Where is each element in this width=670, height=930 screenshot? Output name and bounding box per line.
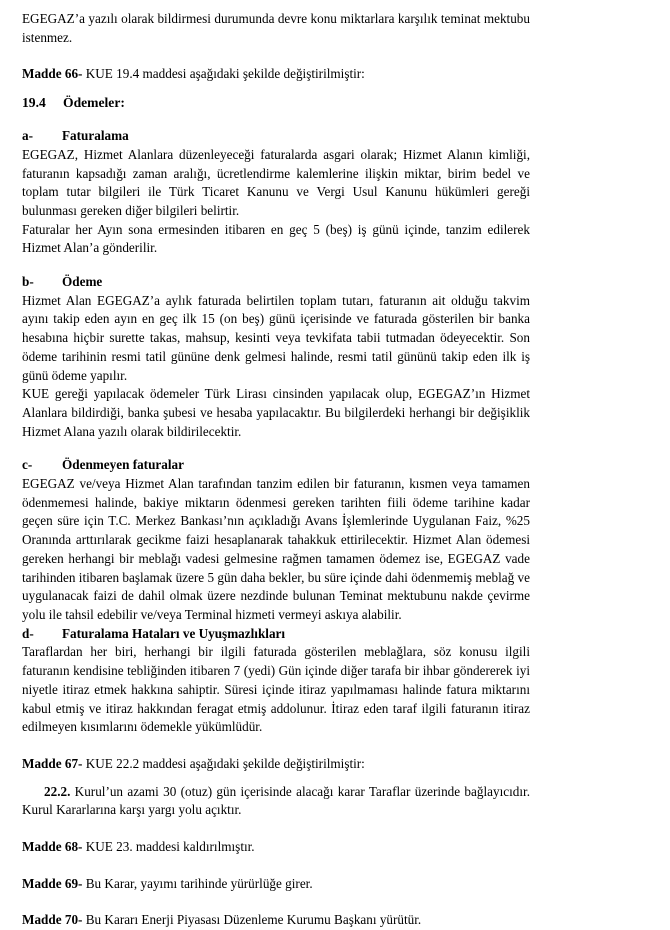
madde-69-line (22, 875, 530, 894)
item-a-paragraph-2: Faturalar her Ayın sona ermesinden itibaren en geç 5 (beş) iş günü içinde, tanzim edilerek Hizmet Alan’a gönderilir. (22, 221, 530, 256)
spacer (22, 737, 530, 755)
madde-70-label: Madde 70- (22, 912, 83, 928)
spacer (22, 47, 530, 65)
spacer (22, 893, 530, 911)
item-b-paragraph-1: Hizmet Alan EGEGAZ’a aylık faturada belirtilen toplam tutarı, faturanın ait olduğu takvim ayını takip eden ayın en geç ilk 15 (on beş) günü içerisinde ve faturada gösterilen bir banka hesabına hiçbir surette takas, mahsup, kesinti veya tevkifata tabii tutmadan ödeyecektir. Son ödeme tarihinin resmi tatil gününe denk gelmesi halinde, resmi tatil gününü takip eden ilk iş günü ödeme yapılır. (22, 292, 530, 383)
madde-67-label: Madde 67- (22, 755, 83, 771)
item-d-paragraph-1: Taraflardan her biri, herhangi bir ilgili faturada gösterilen meblağlara, söz konusu ilgili faturanın kendisine tebliğinden itibaren 7 (yedi) Gün içinde diğer tarafa bir ihbar göndererek iyi niyetle itiraz etmek hakkına sahiptir. Süresi içinde itiraz yapılmaması halinde fatura miktarını kabul etmiş ve itiraz hakkından feragat etmiş addolunur. İtiraz eden taraf ilgili faturanın itiraz edilmeyen kısımlarını ödemekle yükümlüdür. (22, 644, 530, 735)
spacer (22, 820, 530, 838)
item-b-mark: b- (22, 274, 34, 290)
item-d-heading (22, 625, 530, 644)
intro-paragraph: EGEGAZ’a yazılı olarak bildirmesi durumunda devre konu miktarlara karşılık teminat mektubu istenmez. (22, 11, 530, 45)
item-c-paragraph-1: EGEGAZ ve/veya Hizmet Alan tarafından tanzim edilen bir faturanın, kısmen veya tamamen ödenmemesi halinde, bakiye miktarın ödenmesi gereken tarihten fiili ödeme tarihine kadar geçen süre için T.C. Merkez Bankası’nın açıkladığı Avans İşlemlerinde Uygulanan Faiz, %25 Oranında arttırılarak gecikme faizi hesaplanarak tahakkuk ettirilecektir. Hizmet Alan ödemesi gereken herhangi bir meblağı vadesi gelmesine rağmen tamamen ödemez ise, EGEGAZ vade tarihinden itibaren başlamak üzere 5 gün daha bekler, bu süre içinde dahi ödenmemiş meblağ ve uygulanacak faizi de dahil olmak üzere nezdinde bulunan Teminat mektubunu nakde çevirme yolu ile tahsil edebilir ve/veya Terminal hizmeti vermeyi askıya alabilir. (22, 476, 530, 622)
item-a-paragraph-1: EGEGAZ, Hizmet Alanlara düzenleyeceği faturalarda asgari olarak; Hizmet Alanın kimliği, faturanın kapsadığı zaman aralığı, ücretlendirme kalemlerine ilişkin miktar, birim bedel ve toplam tutar bilgileri ile Türk Ticaret Kanunu ve Vergi Usul Kanunu hükümleri gereği bulunması gereken diğer bilgileri belirtir. (22, 146, 530, 218)
section-22-2-text: Kurul’un azami 30 (otuz) gün içerisinde alacağı karar Taraflar üzerinde bağlayıcıdır. Kurul Kararlarına karşı yargı yolu açıktır. (22, 783, 530, 818)
item-c-title: Ödenmeyen faturalar (62, 457, 184, 473)
madde-66-label: Madde 66- (22, 66, 83, 82)
madde-67-text: KUE 22.2 maddesi aşağıdaki şekilde değiştirilmiştir: (82, 755, 365, 771)
madde-66-text: KUE 19.4 maddesi aşağıdaki şekilde değiştirilmiştir: (82, 66, 365, 82)
madde-69-text: Bu Karar, yayımı tarihinde yürürlüğe girer. (82, 875, 313, 891)
item-c-heading (22, 456, 530, 475)
madde-68-line (22, 838, 530, 857)
section-22-2-number: 22.2. (44, 783, 71, 799)
spacer (22, 84, 530, 93)
madde-66-line (22, 65, 530, 84)
section-22-2-paragraph (22, 783, 530, 820)
item-d-mark: d- (22, 625, 34, 641)
spacer (22, 857, 530, 875)
spacer (22, 441, 530, 456)
item-a-title: Faturalama (62, 128, 129, 144)
madde-68-label: Madde 68- (22, 839, 83, 855)
item-b-heading (22, 273, 530, 292)
spacer (22, 112, 530, 127)
section-19-4-number: 19.4 (22, 95, 46, 111)
section-19-4-heading (22, 93, 530, 112)
item-b-title: Ödeme (62, 274, 103, 290)
item-a-heading (22, 127, 530, 146)
section-19-4-title: Ödemeler: (63, 95, 125, 111)
madde-67-line (22, 755, 530, 774)
madde-70-text: Bu Kararı Enerji Piyasası Düzenleme Kurumu Başkanı yürütür. (82, 912, 422, 928)
item-c-mark: c- (22, 457, 33, 473)
spacer (22, 258, 530, 273)
spacer (22, 774, 530, 783)
document-body (22, 10, 530, 930)
item-a-mark: a- (22, 128, 33, 144)
item-b-paragraph-2: KUE gereği yapılacak ödemeler Türk Lirası cinsinden yapılacak olup, EGEGAZ’ın Hizmet Alanlara bildirdiği, banka şubesi ve hesaba yapılacaktır. Bu bilgilerdeki herhangi bir değişiklik Hizmet Alana yazılı olarak bildirilecektir. (22, 386, 530, 439)
madde-69-label: Madde 69- (22, 875, 83, 891)
madde-68-text: KUE 23. maddesi kaldırılmıştır. (82, 839, 255, 855)
madde-70-line (22, 911, 530, 930)
item-d-title: Faturalama Hataları ve Uyuşmazlıkları (62, 625, 286, 641)
